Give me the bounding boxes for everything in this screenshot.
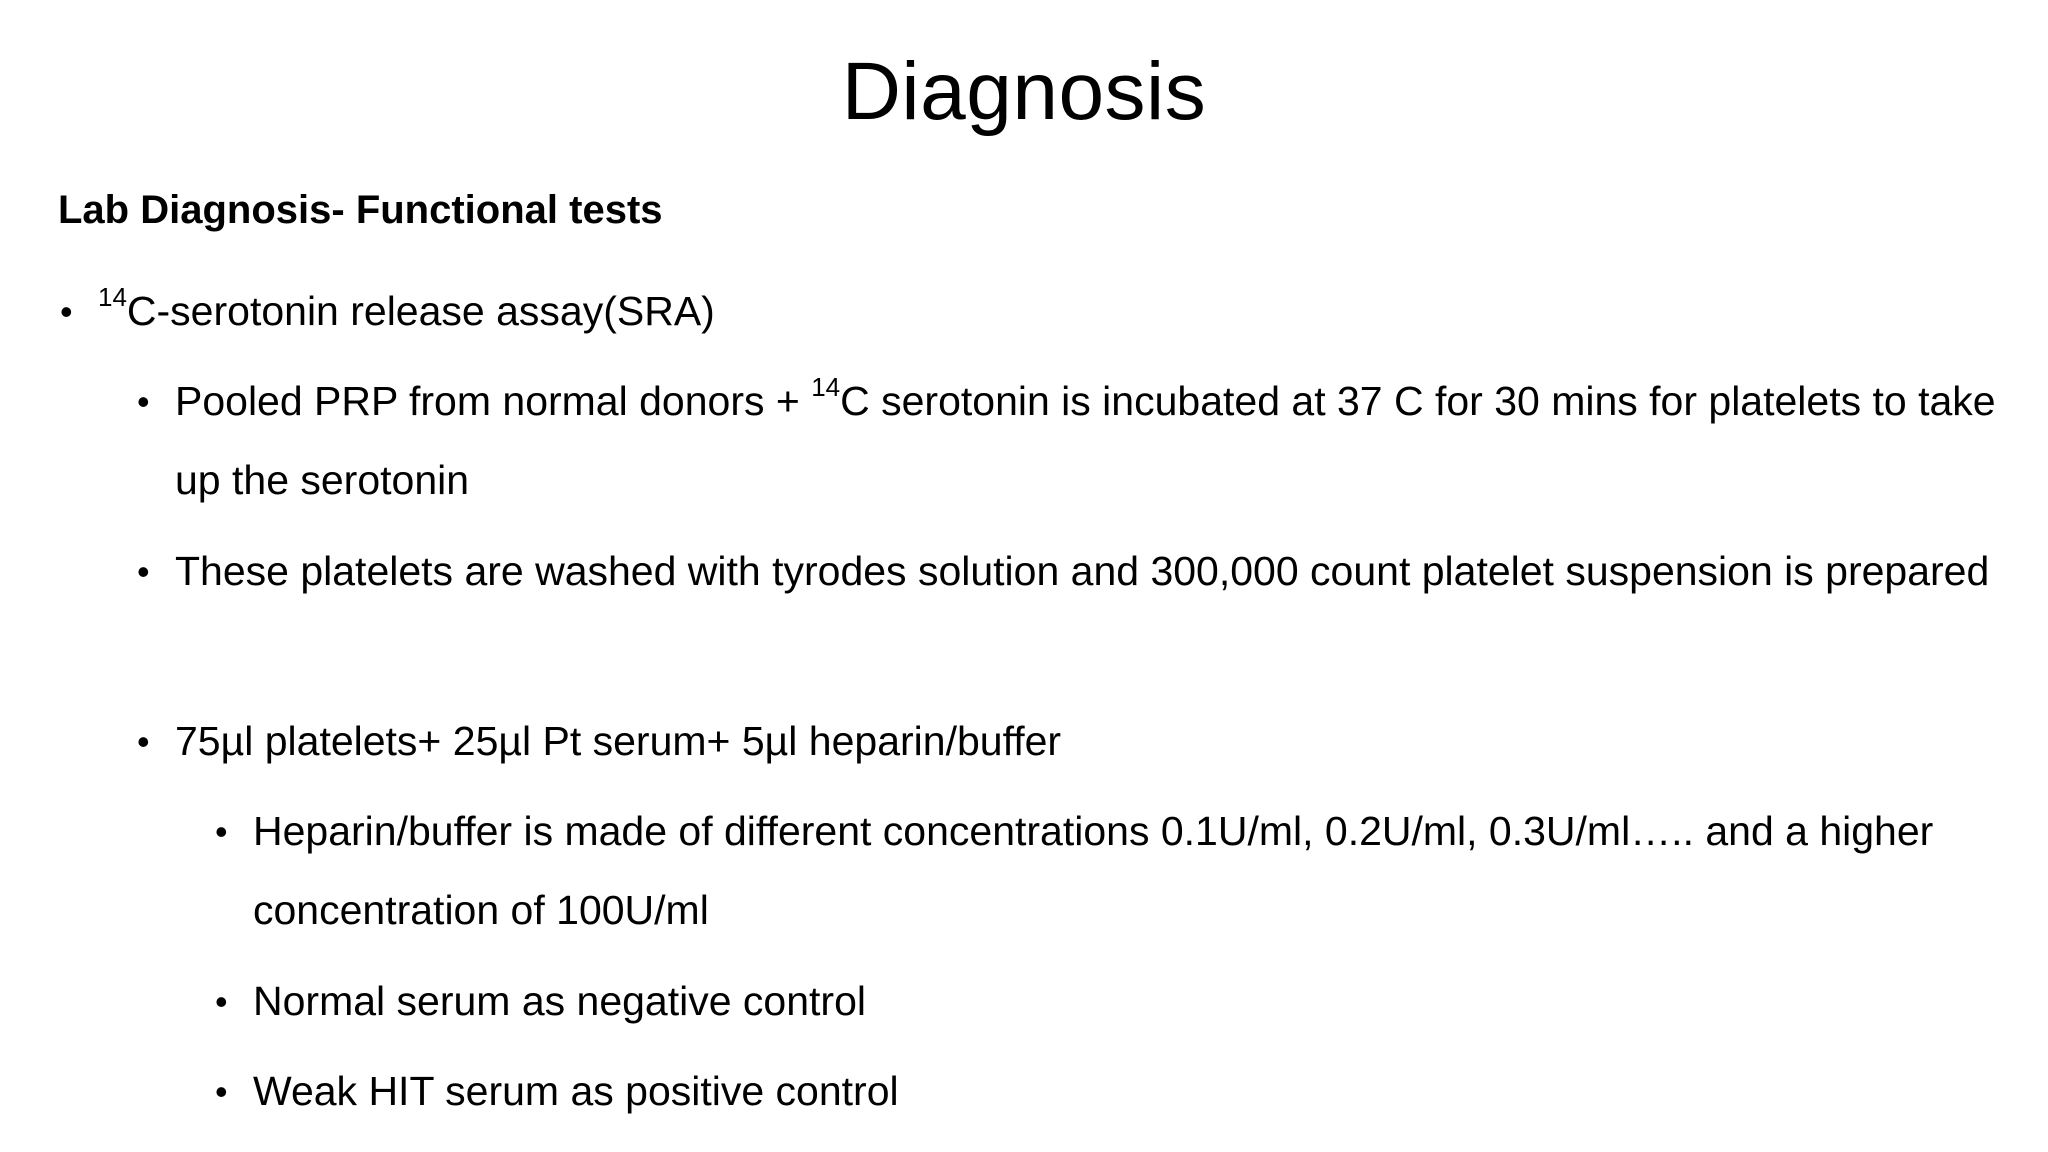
superscript-isotope: 14 xyxy=(98,282,127,313)
bullet-dot-icon: • xyxy=(215,981,228,1022)
bullet-text: Normal serum as negative control xyxy=(253,978,866,1024)
bullet-mixture xyxy=(137,702,2005,781)
bullet-dot-icon: • xyxy=(137,381,150,422)
bullet-washed-platelets xyxy=(137,532,2005,611)
bullet-dot-icon: • xyxy=(60,291,73,332)
bullet-dot-icon: • xyxy=(215,1071,228,1112)
bullet-dot-icon: • xyxy=(137,551,150,592)
bullet-dot-icon: • xyxy=(215,811,228,852)
bullet-negative-control xyxy=(215,962,2013,1041)
bullet-text: Weak HIT serum as positive control xyxy=(253,1068,899,1114)
bullet-positive-control xyxy=(215,1052,2013,1131)
superscript-isotope: 14 xyxy=(811,372,841,403)
bullet-dot-icon: • xyxy=(137,721,150,762)
bullet-sra xyxy=(60,272,1978,351)
bullet-text: $^{14}$C-serotonin release assay(SRA) xyxy=(98,282,715,334)
bullet-text: Heparin/buffer is made of different concentrations 0.1U/ml, 0.2U/ml, 0.3U/ml….. and a higher concentration of 100U/ml xyxy=(253,808,1934,933)
bullet-text: 75µl platelets+ 25µl Pt serum+ 5µl heparin/buffer xyxy=(175,718,1062,764)
bullet-heparin-concentrations xyxy=(215,792,2013,950)
slide-title: Diagnosis xyxy=(841,46,1207,137)
bullet-text: Pooled PRP from normal donors + $^{14}$C serotonin is incubated at 37 C for 30 mins for platelets to take up the serotonin xyxy=(175,372,1996,503)
section-heading: Lab Diagnosis- Functional tests xyxy=(58,188,663,232)
bullet-pooled-prp xyxy=(137,362,2005,520)
bullet-text: These platelets are washed with tyrodes solution and 300,000 count platelet suspension is prepared xyxy=(175,548,1990,594)
